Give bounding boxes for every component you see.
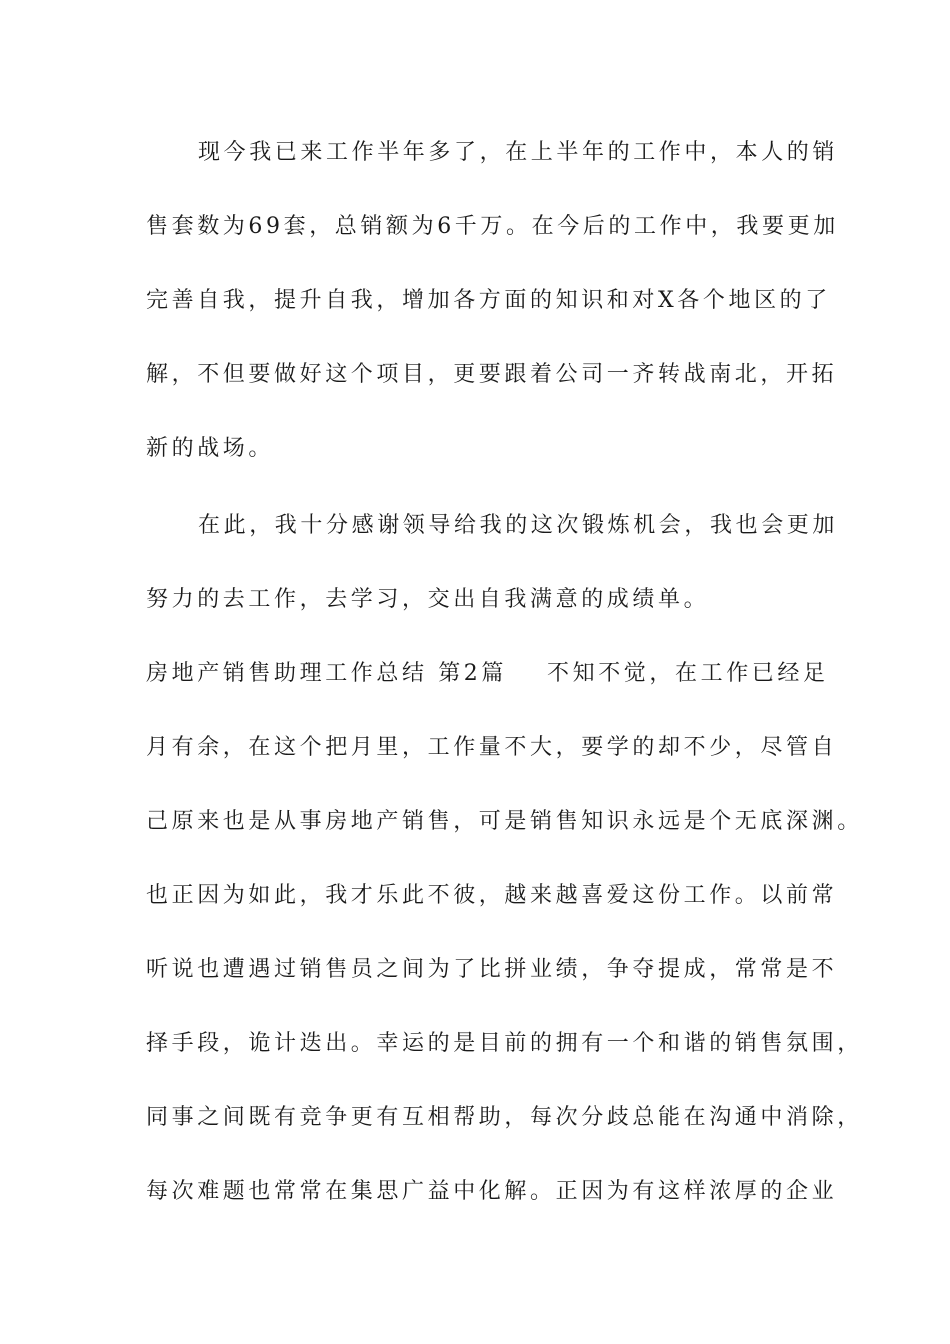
paragraph-1-line-1: 现今我已来工作半年多了，在上半年的工作中，本人的销 [198,140,839,165]
section-line-4: 也正因为如此，我才乐此不彼，越来越喜爱这份工作。以前常 [146,883,838,908]
paragraph-1-line-4: 解，不但要做好这个项目，更要跟着公司一齐转战南北，开拓 [146,362,838,387]
paragraph-1-line-5: 新的战场。 [146,436,275,461]
section-line-6: 择手段，诡计迭出。幸运的是目前的拥有一个和谐的销售氛围， [146,1031,863,1056]
paragraph-1-line-3: 完善自我，提升自我，增加各方面的知识和对X各个地区的了 [146,288,831,313]
section-line-2: 月有余，在这个把月里，工作量不大，要学的却不少，尽管自 [146,735,838,760]
paragraph-2-line-1: 在此，我十分感谢领导给我的这次锻炼机会，我也会更加 [198,513,839,538]
paragraph-1-line-2: 售套数为69套，总销额为6千万。在今后的工作中，我要更加 [146,214,839,239]
section-title: 房地产销售助理工作总结 第2篇 [146,661,507,686]
section-line-8: 每次难题也常常在集思广益中化解。正因为有这样浓厚的企业 [146,1179,838,1204]
section-line-3: 己原来也是从事房地产销售，可是销售知识永远是个无底深渊。 [146,809,863,834]
section-heading-line [146,654,829,694]
section-line-7: 同事之间既有竞争更有互相帮助，每次分歧总能在沟通中消除， [146,1105,863,1130]
section-first-line-text: 不知不觉，在工作已经足 [547,661,829,686]
section-line-5: 听说也遭遇过销售员之间为了比拼业绩，争夺提成，常常是不 [146,957,838,982]
paragraph-2-line-2: 努力的去工作，去学习，交出自我满意的成绩单。 [146,587,710,612]
